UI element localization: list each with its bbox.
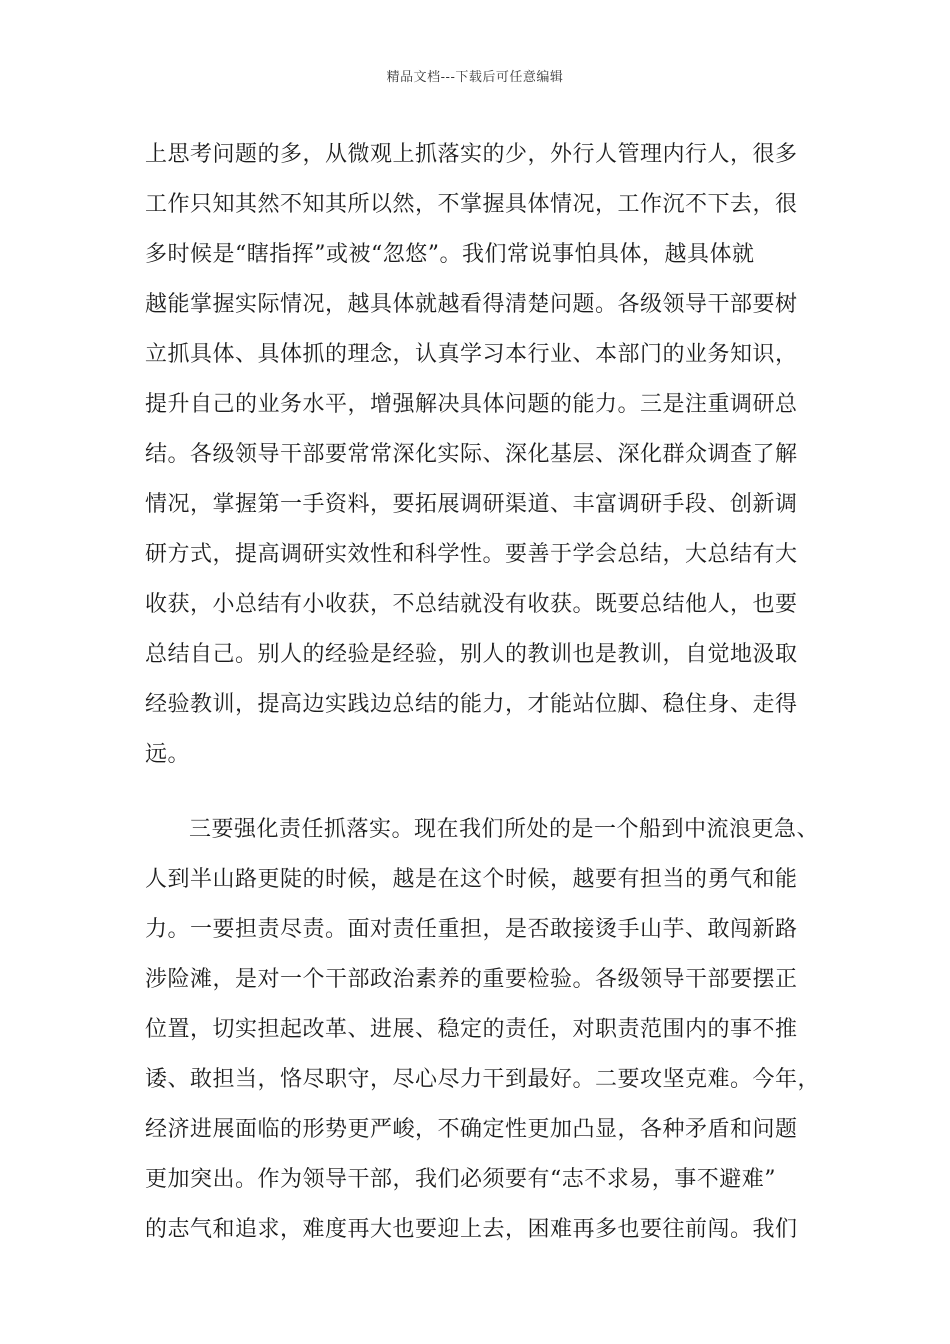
text-line: 位置，切实担起改革、进展、稳定的责任，对职责范围内的事不推	[145, 1017, 798, 1042]
page-header: 精品文档---下载后可任意编辑	[386, 70, 564, 85]
text-line: 上思考问题的多，从微观上抓落实的少，外行人管理内行人，很多	[145, 142, 798, 167]
text-line: 远。	[145, 742, 191, 767]
text-line: 力。一要担责尽责。面对责任重担，是否敢接烫手山芋、敢闯新路	[145, 917, 798, 942]
document-body	[145, 130, 821, 1255]
text-line: 多时候是“瞎指挥”或被“忽悠”。我们常说事怕具体，越具体就	[145, 242, 755, 267]
text-line: 工作只知其然不知其所以然，不掌握具体情况，工作沉不下去，很	[145, 192, 798, 217]
text-line: 经验教训，提高边实践边总结的能力，才能站位脚、稳住身、走得	[145, 692, 798, 717]
text-line: 的志气和追求，难度再大也要迎上去，困难再多也要往前闯。我们	[145, 1217, 798, 1242]
paragraph-gap	[145, 780, 805, 805]
text-line: 越能掌握实际情况，越具体就越看得清楚问题。各级领导干部要树	[145, 292, 798, 317]
paragraph-1	[145, 130, 805, 780]
text-line: 涉险滩，是对一个干部政治素养的重要检验。各级领导干部要摆正	[145, 967, 798, 992]
text-line: 研方式，提高调研实效性和科学性。要善于学会总结，大总结有大	[145, 542, 798, 567]
text-line: 结。各级领导干部要常常深化实际、深化基层、深化群众调查了解	[145, 442, 798, 467]
text-line: 更加突出。作为领导干部，我们必须要有“志不求易，事不避难”	[145, 1167, 776, 1192]
text-line: 人到半山路更陡的时候，越是在这个时候，越要有担当的勇气和能	[145, 867, 798, 892]
text-line: 经济进展面临的形势更严峻，不确定性更加凸显，各种矛盾和问题	[145, 1117, 798, 1142]
text-line: 提升自己的业务水平，增强解决具体问题的能力。三是注重调研总	[145, 392, 798, 417]
text-line: 三要强化责任抓落实。现在我们所处的是一个船到中流浪更急、	[189, 817, 820, 842]
text-line: 总结自己。别人的经验是经验，别人的教训也是教训，自觉地汲取	[145, 642, 798, 667]
text-line: 立抓具体、具体抓的理念，认真学习本行业、本部门的业务知识，	[145, 342, 798, 367]
paragraph-2	[145, 805, 821, 1255]
text-line: 诿、敢担当，恪尽职守，尽心尽力干到最好。二要攻坚克难。今年，	[145, 1067, 821, 1092]
text-line: 情况，掌握第一手资料，要拓展调研渠道、丰富调研手段、创新调	[145, 492, 798, 517]
text-line: 收获，小总结有小收获，不总结就没有收获。既要总结他人，也要	[145, 592, 798, 617]
